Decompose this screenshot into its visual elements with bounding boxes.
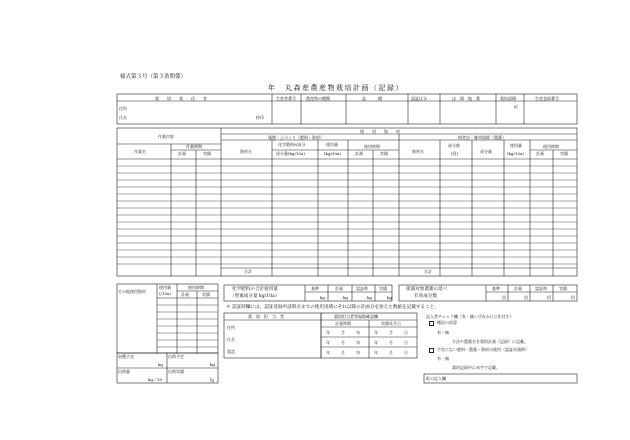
other-per10a: (/10a)	[159, 291, 171, 296]
cultivator-phone: 電話	[227, 349, 235, 354]
cultivator-name: 氏名	[227, 337, 235, 342]
work-name-header: 作業名	[134, 149, 146, 154]
entrant-label: 町の記入欄	[426, 376, 446, 381]
chem-plan-header: 計画	[335, 286, 343, 291]
pest-header: 病害虫・雑草防除（農薬）	[458, 135, 506, 140]
grower-address-label: 住所	[119, 106, 127, 111]
pest-cert-header: 認証時	[535, 286, 547, 291]
row3-month: 月	[341, 350, 345, 355]
pest-unit-3: 回	[547, 295, 551, 300]
ingredient-amt-header: 成分量	[480, 149, 492, 154]
row2-day: 日	[404, 340, 408, 345]
pest-actual-header: 実績	[560, 151, 568, 156]
pest-total-label: 合計	[424, 269, 432, 274]
harvest-plan-unit: kg	[158, 362, 163, 367]
ingredient-header: 成分数	[448, 143, 460, 148]
pest-mat-name-header: 資材名	[412, 149, 424, 154]
pest-plan-header: 計画	[536, 151, 544, 156]
shipment-actual-label: 出荷実績	[168, 369, 184, 374]
other-use-period: 使用時期	[188, 285, 204, 290]
check1-label: 種苗の消毒	[437, 320, 457, 325]
pest-use-period-header: 使用時期	[543, 144, 559, 149]
chem-actual-header: 実績	[379, 286, 387, 291]
soil-use-unit: (kg/10a)	[324, 151, 341, 156]
chem-unit-3: kg	[367, 295, 372, 300]
pest-use-amount-header: 使用量	[510, 143, 522, 148]
other-materials-header: その他使用資材	[118, 289, 146, 294]
pest-use-unit: (kg/10a)	[507, 151, 524, 156]
harvest-actual-label: 出荷予定	[168, 354, 184, 359]
row2-month2: 月	[389, 340, 393, 345]
shipment-plan-label: 出荷量	[118, 369, 130, 374]
check3-note: 栽培記録中に赤字で記載。	[452, 365, 500, 370]
soil-use-period-header: 使用時期	[364, 144, 380, 149]
row3-month2: 月	[389, 350, 393, 355]
reg-no-header: 生産登録番号	[535, 96, 559, 101]
soil-use-amount-header: 使用量	[326, 142, 338, 147]
row3-dekad: 旬	[356, 350, 360, 355]
row2-dekad: 旬	[356, 340, 360, 345]
check3-box[interactable]	[429, 348, 434, 353]
pest-sub-label: 有効成分数	[414, 294, 437, 299]
pest-actual-total-header: 実績	[559, 286, 567, 291]
form-number: 様式第３号（第３条関係）	[120, 74, 187, 80]
chem-cert-header: 認証時	[356, 286, 368, 291]
chem-n-label: （窒素成分量 kg/10a）	[230, 294, 280, 299]
confirm-date-header: 実績年月日	[381, 321, 401, 326]
check3-label: 予定にない肥料・農薬・資材の使用（認証申請時）	[437, 347, 529, 352]
row2-month: 月	[341, 340, 345, 345]
chem-total-label: 化学肥料の合計使用量	[232, 287, 278, 292]
ingredient-unit: (回)	[451, 151, 459, 156]
soil-header: 施肥・土づくり（肥料・資材）	[268, 135, 324, 140]
pest-unit-1: 回	[502, 295, 506, 300]
cert-header: 認証区分	[411, 96, 427, 101]
cultivator-address: 住所	[227, 325, 235, 330]
row3-year: 年	[326, 350, 330, 355]
check2-note: 方法や農薬名を栽培計画（記録）に記載。	[452, 339, 528, 344]
grower-seal-label: 捺印	[256, 115, 264, 120]
page-title: 年 丸森産農産物栽培計画（記録）	[268, 84, 404, 92]
row2-year: 年	[326, 340, 330, 345]
n-component-header: 化学肥料N成分	[278, 142, 306, 147]
other-plan: 計画	[181, 292, 189, 297]
grower-name-label: 氏名	[119, 115, 127, 120]
n-unit-header: 成分量(kg/10a)	[276, 151, 305, 156]
other-actual: 実績	[202, 292, 210, 297]
row1-year2: 年	[374, 330, 378, 335]
certification-note: ＊ 認証時欄には、認証登録申請時点までの使用実績にそれ以降の計画分を加えた数値を記載すること。	[226, 305, 439, 310]
soil-total-label: 合計	[244, 269, 252, 274]
row1-year: 年	[326, 330, 330, 335]
check1-option[interactable]: 有・無	[437, 330, 449, 335]
grower-responsible-header: 栽 培 責 任 者	[155, 96, 207, 101]
row1-month2: 月	[389, 330, 393, 335]
producer-no-header: 生産者番号	[276, 96, 296, 101]
field-no-header: ほ 場 地 番	[452, 96, 480, 101]
work-actual-header: 実績	[203, 151, 211, 156]
chem-unit-4: kg	[387, 295, 392, 300]
work-period-header: 作業時期	[186, 144, 202, 149]
pest-plan-total-header: 計画	[514, 286, 522, 291]
row1-dekad: 旬	[356, 330, 360, 335]
pest-total-label: 節減対象農薬の延べ	[406, 287, 448, 292]
row2-year2: 年	[374, 340, 378, 345]
variety-header: 品 種	[362, 96, 382, 101]
chem-unit-2: kg	[343, 295, 348, 300]
row1-month: 月	[341, 330, 345, 335]
chem-unit-1: kg	[320, 295, 325, 300]
shipment-actual-unit: ㎏	[210, 377, 214, 382]
soil-plan-header: 計画	[355, 151, 363, 156]
harvest-plan-label: 収穫予定	[118, 354, 134, 359]
shipping-header: 栽培担当者等現地確認欄	[334, 314, 378, 319]
materials-used-header: 使 用 資 材	[360, 129, 400, 134]
crop-type-header: 農産物の種類	[306, 96, 330, 101]
harvest-actual-unit: kg	[210, 362, 215, 367]
checker-header: 記入者チェック欄（有・無いずれかに○を付す）	[426, 314, 514, 319]
area-header: 栽培面積	[500, 96, 516, 101]
pest-unit-2: 回	[524, 295, 528, 300]
other-use-amount: 使用量	[159, 285, 171, 290]
work-plan-header: 計画	[178, 151, 186, 156]
row3-year2: 年	[374, 350, 378, 355]
check1-box[interactable]	[429, 321, 434, 326]
work-content-header: 作業内容	[158, 134, 174, 139]
soil-actual-header: 実績	[380, 151, 388, 156]
pest-unit-4: 回	[571, 295, 575, 300]
pest-baseline-header: 基準	[492, 286, 500, 291]
area-unit: ㎡	[514, 104, 518, 109]
cultivator-header: 栽 培 担 当 者	[248, 314, 284, 319]
chem-baseline-header: 基準	[311, 286, 319, 291]
check3-option[interactable]: 有・無	[437, 356, 449, 361]
soil-mat-name-header: 資材名	[240, 149, 252, 154]
row1-day: 日	[404, 330, 408, 335]
shipment-plan-unit: kg／10	[148, 377, 163, 382]
row3-day: 日	[404, 350, 408, 355]
plan-period-header: 計画時期	[335, 321, 351, 326]
